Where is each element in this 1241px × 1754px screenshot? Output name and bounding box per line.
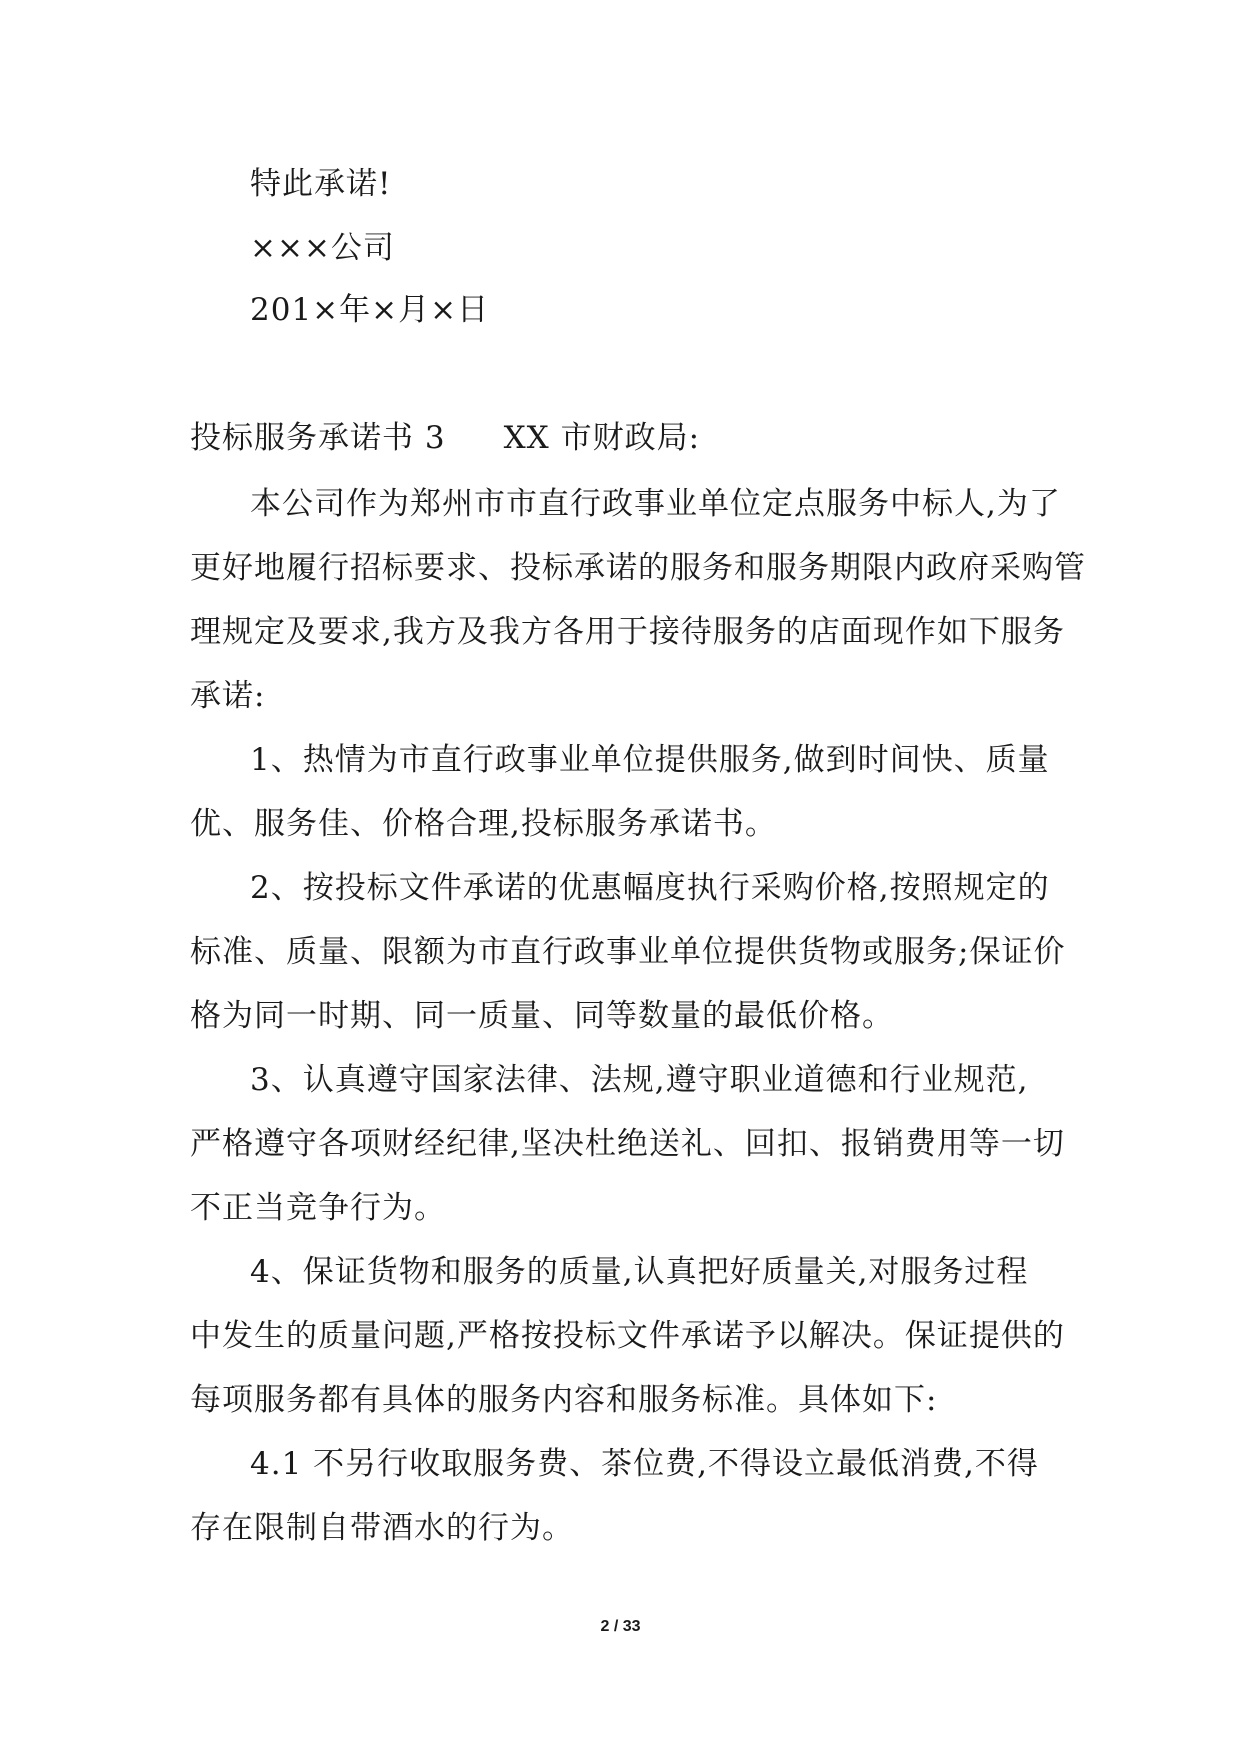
paragraph-line: 1、热情为市直行政事业单位提供服务,做到时间快、质量 — [250, 742, 1050, 778]
paragraph-line: 严格遵守各项财经纪律,坚决杜绝送礼、回扣、报销费用等一切 — [190, 1126, 1065, 1162]
section-title: 投标服务承诺书 3 — [190, 420, 446, 456]
paragraph-line: 标准、质量、限额为市直行政事业单位提供货物或服务;保证价 — [190, 934, 1066, 970]
paragraph-line: 每项服务都有具体的服务内容和服务标准。具体如下: — [190, 1382, 938, 1418]
paragraph-line: 4.1 不另行收取服务费、茶位费,不得设立最低消费,不得 — [250, 1446, 1039, 1482]
paragraph-line: 承诺: — [190, 678, 266, 714]
paragraph-line: 理规定及要求,我方及我方各用于接待服务的店面现作如下服务 — [190, 614, 1065, 650]
paragraph-line: 更好地履行招标要求、投标承诺的服务和服务期限内政府采购管 — [190, 550, 1086, 586]
paragraph-line: 中发生的质量问题,严格按投标文件承诺予以解决。保证提供的 — [190, 1318, 1065, 1354]
closing-statement: 特此承诺! — [250, 166, 392, 202]
paragraph-line: 2、按投标文件承诺的优惠幅度执行采购价格,按照规定的 — [250, 870, 1050, 906]
paragraph-line: 存在限制自带酒水的行为。 — [190, 1510, 574, 1546]
addressee: XX 市财政局: — [503, 420, 701, 456]
paragraph-line: 3、认真遵守国家法律、法规,遵守职业道德和行业规范, — [250, 1062, 1029, 1098]
paragraph-line: 4、保证货物和服务的质量,认真把好质量关,对服务过程 — [250, 1254, 1029, 1290]
paragraph-line: 优、服务佳、价格合理,投标服务承诺书。 — [190, 806, 777, 842]
paragraph-line: 格为同一时期、同一质量、同等数量的最低价格。 — [190, 998, 894, 1034]
company-signature: ×××公司 — [250, 230, 395, 266]
signature-date: 201×年×月×日 — [250, 292, 490, 328]
paragraph-line: 本公司作为郑州市市直行政事业单位定点服务中标人,为了 — [250, 486, 1061, 522]
section-heading — [190, 418, 700, 458]
paragraph-line: 不正当竞争行为。 — [190, 1190, 446, 1226]
page-number: 2 / 33 — [600, 1618, 641, 1635]
